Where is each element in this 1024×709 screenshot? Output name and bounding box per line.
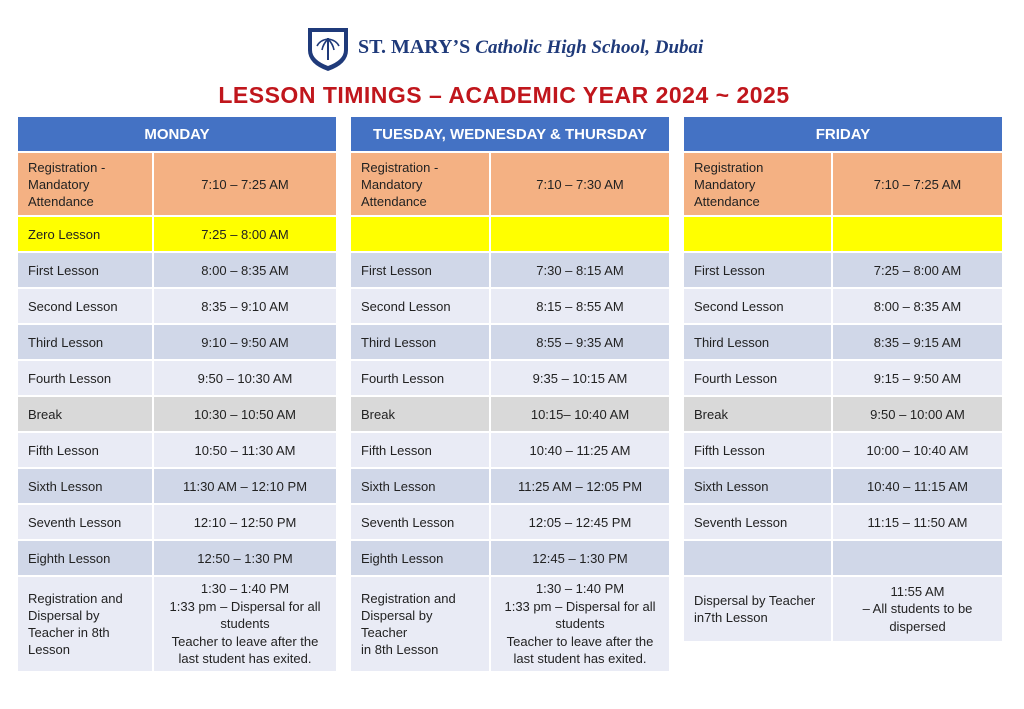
period-label: Fifth Lesson: [18, 433, 154, 469]
table-row: [684, 253, 1004, 289]
school-header: [0, 24, 1024, 74]
table-row: [18, 397, 338, 433]
period-label: Sixth Lesson: [684, 469, 833, 505]
table-row: [684, 289, 1004, 325]
period-label: Eighth Lesson: [18, 541, 154, 577]
period-label: Break: [351, 397, 491, 433]
period-label: Registration and Dispersal by Teacher in 8th Lesson: [351, 577, 491, 673]
period-time: [833, 217, 1004, 253]
period-time: 7:25 – 8:00 AM: [154, 217, 338, 253]
table-row: [684, 325, 1004, 361]
period-label: Registration and Dispersal by Teacher in 8th Lesson: [18, 577, 154, 673]
period-label: Eighth Lesson: [351, 541, 491, 577]
period-time: 10:50 – 11:30 AM: [154, 433, 338, 469]
period-time: 12:45 – 1:30 PM: [491, 541, 671, 577]
period-label: Registration - Mandatory Attendance: [351, 153, 491, 217]
period-label: Seventh Lesson: [18, 505, 154, 541]
midweek-table: [351, 117, 671, 673]
table-row: [351, 541, 671, 577]
period-time: 7:10 – 7:30 AM: [491, 153, 671, 217]
period-time: [491, 217, 671, 253]
table-row: [18, 361, 338, 397]
period-time: 10:40 – 11:25 AM: [491, 433, 671, 469]
period-label: Zero Lesson: [18, 217, 154, 253]
period-time: 12:05 – 12:45 PM: [491, 505, 671, 541]
friday-heading: FRIDAY: [684, 117, 1004, 153]
period-label: Fourth Lesson: [351, 361, 491, 397]
period-label: First Lesson: [684, 253, 833, 289]
table-row: [351, 289, 671, 325]
table-row: [684, 541, 1004, 577]
period-label: Sixth Lesson: [18, 469, 154, 505]
period-label: Second Lesson: [18, 289, 154, 325]
table-row: [351, 505, 671, 541]
period-label: Fifth Lesson: [684, 433, 833, 469]
period-time: 11:25 AM – 12:05 PM: [491, 469, 671, 505]
period-time: 9:50 – 10:00 AM: [833, 397, 1004, 433]
table-row: [351, 397, 671, 433]
period-time: 1:30 – 1:40 PM 1:33 pm – Dispersal for all students Teacher to leave after the last student has exited.: [154, 577, 338, 673]
table-row: [351, 469, 671, 505]
period-time: 9:35 – 10:15 AM: [491, 361, 671, 397]
table-row: [351, 217, 671, 253]
table-row: [684, 433, 1004, 469]
period-time: 12:50 – 1:30 PM: [154, 541, 338, 577]
table-row: [684, 361, 1004, 397]
midweek-heading: TUESDAY, WEDNESDAY & THURSDAY: [351, 117, 671, 153]
period-time: 9:10 – 9:50 AM: [154, 325, 338, 361]
table-row: [351, 577, 671, 673]
table-row: [18, 153, 338, 217]
period-time: 11:55 AM – All students to be dispersed: [833, 577, 1004, 643]
period-label: Second Lesson: [351, 289, 491, 325]
table-row: [684, 577, 1004, 643]
table-row: [351, 325, 671, 361]
period-time: 10:15– 10:40 AM: [491, 397, 671, 433]
monday-heading: MONDAY: [18, 117, 338, 153]
period-time: 9:50 – 10:30 AM: [154, 361, 338, 397]
period-label: Third Lesson: [18, 325, 154, 361]
period-time: [833, 541, 1004, 577]
period-time: 8:00 – 8:35 AM: [833, 289, 1004, 325]
table-row: [18, 433, 338, 469]
table-row: [351, 153, 671, 217]
period-label: Seventh Lesson: [351, 505, 491, 541]
monday-table: [18, 117, 338, 673]
period-label: Fourth Lesson: [684, 361, 833, 397]
period-time: 7:10 – 7:25 AM: [833, 153, 1004, 217]
period-time: 11:15 – 11:50 AM: [833, 505, 1004, 541]
table-row: [18, 217, 338, 253]
period-time: 12:10 – 12:50 PM: [154, 505, 338, 541]
period-label: First Lesson: [18, 253, 154, 289]
period-label: [351, 217, 491, 253]
period-label: Seventh Lesson: [684, 505, 833, 541]
period-time: 7:30 – 8:15 AM: [491, 253, 671, 289]
period-label: Third Lesson: [684, 325, 833, 361]
table-row: [18, 541, 338, 577]
period-time: 10:40 – 11:15 AM: [833, 469, 1004, 505]
period-time: 10:30 – 10:50 AM: [154, 397, 338, 433]
period-label: [684, 541, 833, 577]
period-label: Second Lesson: [684, 289, 833, 325]
table-row: [351, 253, 671, 289]
period-label: Third Lesson: [351, 325, 491, 361]
table-row: [18, 505, 338, 541]
page-title: LESSON TIMINGS – ACADEMIC YEAR 2024 ~ 2025: [218, 82, 790, 108]
period-label: Dispersal by Teacher in7th Lesson: [684, 577, 833, 643]
period-label: [684, 217, 833, 253]
period-time: 7:10 – 7:25 AM: [154, 153, 338, 217]
period-label: First Lesson: [351, 253, 491, 289]
period-time: 7:25 – 8:00 AM: [833, 253, 1004, 289]
table-row: [351, 433, 671, 469]
period-time: 8:00 – 8:35 AM: [154, 253, 338, 289]
period-label: Fourth Lesson: [18, 361, 154, 397]
table-row: [351, 361, 671, 397]
table-row: [18, 289, 338, 325]
period-time: 10:00 – 10:40 AM: [833, 433, 1004, 469]
table-row: [684, 217, 1004, 253]
period-time: 8:55 – 9:35 AM: [491, 325, 671, 361]
table-row: [684, 153, 1004, 217]
school-name-main: ST. MARY’S: [358, 36, 471, 58]
period-time: 1:30 – 1:40 PM 1:33 pm – Dispersal for all students Teacher to leave after the last student has exited.: [491, 577, 671, 673]
school-name: [358, 36, 703, 59]
period-label: Fifth Lesson: [351, 433, 491, 469]
school-name-sub: Catholic High School, Dubai: [475, 37, 704, 58]
period-time: 8:35 – 9:15 AM: [833, 325, 1004, 361]
period-time: 11:30 AM – 12:10 PM: [154, 469, 338, 505]
table-row: [18, 253, 338, 289]
table-row: [684, 469, 1004, 505]
period-label: Registration - Mandatory Attendance: [18, 153, 154, 217]
period-time: 8:35 – 9:10 AM: [154, 289, 338, 325]
period-label: Break: [684, 397, 833, 433]
school-crest-icon: [306, 26, 350, 72]
period-label: Registration Mandatory Attendance: [684, 153, 833, 217]
period-time: 8:15 – 8:55 AM: [491, 289, 671, 325]
period-label: Break: [18, 397, 154, 433]
table-row: [18, 577, 338, 673]
table-row: [18, 325, 338, 361]
table-row: [684, 505, 1004, 541]
table-row: [18, 469, 338, 505]
friday-table: [684, 117, 1004, 643]
table-row: [684, 397, 1004, 433]
period-time: 9:15 – 9:50 AM: [833, 361, 1004, 397]
period-label: Sixth Lesson: [351, 469, 491, 505]
